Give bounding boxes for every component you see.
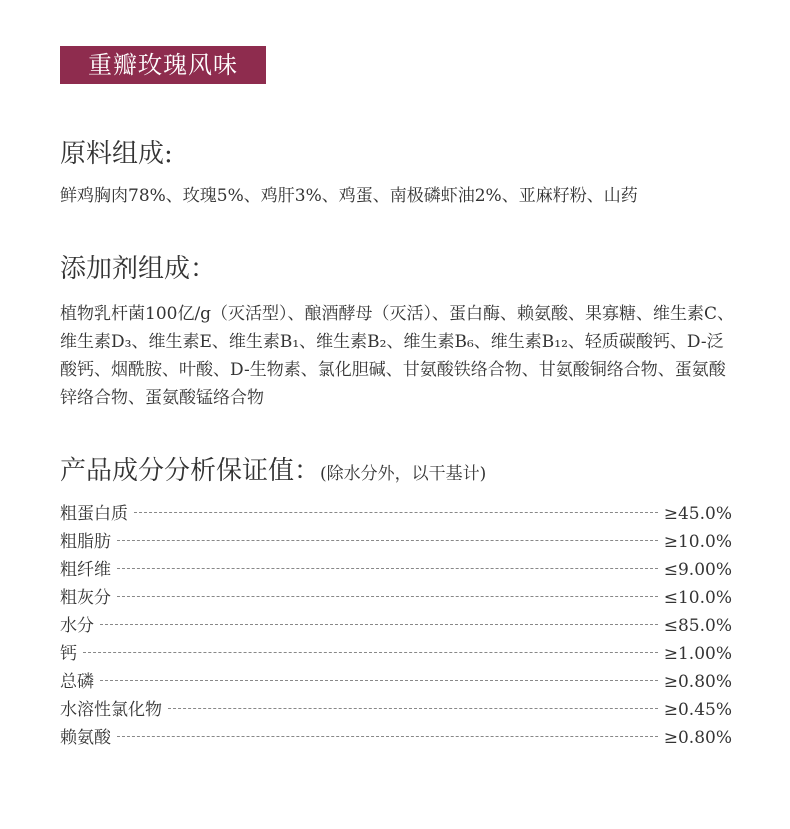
analysis-row-name: 总磷: [60, 672, 94, 692]
flavor-badge: 重瓣玫瑰风味: [60, 46, 266, 84]
analysis-row-value: ≤9.00%: [663, 560, 732, 580]
analysis-row-name: 赖氨酸: [60, 728, 111, 748]
analysis-row-value: ≥10.0%: [663, 532, 732, 552]
dotted-leader: [134, 512, 658, 513]
analysis-row: [60, 612, 732, 640]
analysis-title: [60, 455, 486, 490]
analysis-row-name: 钙: [60, 644, 77, 664]
analysis-table: [60, 500, 732, 752]
dotted-leader: [117, 540, 658, 541]
analysis-row: [60, 584, 732, 612]
dotted-leader: [117, 596, 658, 597]
dotted-leader: [168, 708, 658, 709]
analysis-row: [60, 528, 732, 556]
analysis-row-value: ≤85.0%: [663, 616, 732, 636]
dotted-leader: [100, 624, 658, 625]
analysis-row: [60, 696, 732, 724]
analysis-row: [60, 556, 732, 584]
analysis-row: [60, 724, 732, 752]
analysis-row-value: ≥0.80%: [663, 728, 732, 748]
ingredients-text: 鲜鸡胸肉78%、玫瑰5%、鸡肝3%、鸡蛋、南极磷虾油2%、亚麻籽粉、山药: [60, 186, 638, 206]
ingredients-title: 原料组成:: [60, 139, 173, 169]
analysis-row-name: 粗脂肪: [60, 532, 111, 552]
analysis-row-name: 水分: [60, 616, 94, 636]
analysis-row: [60, 640, 732, 668]
analysis-row-value: ≤10.0%: [663, 588, 732, 608]
analysis-row-value: ≥0.45%: [663, 700, 732, 720]
dotted-leader: [117, 736, 658, 737]
additives-text: 植物乳杆菌100亿/g（灭活型）、酿酒酵母（灭活）、蛋白酶、赖氨酸、果寡糖、维生素C、维生素D₃、维生素E、维生素B₁、维生素B₂、维生素B₆、维生素B₁₂、轻质碳酸钙、D-泛酸钙、烟酰胺、叶酸、D-生物素、氯化胆碱、甘氨酸铁络合物、甘氨酸铜络合物、蛋氨酸锌络合物、蛋氨酸锰络合物: [60, 304, 735, 408]
dotted-leader: [83, 652, 658, 653]
analysis-row-name: 粗蛋白质: [60, 504, 128, 524]
analysis-row-name: 粗纤维: [60, 560, 111, 580]
analysis-row-value: ≥1.00%: [663, 644, 732, 664]
analysis-row-value: ≥45.0%: [663, 504, 732, 524]
analysis-row: [60, 500, 732, 528]
analysis-row: [60, 668, 732, 696]
dotted-leader: [117, 568, 658, 569]
analysis-row-name: 水溶性氯化物: [60, 700, 162, 720]
analysis-note: (除水分外，以干基计): [320, 464, 487, 484]
analysis-title-text: 产品成分分析保证值：: [60, 456, 321, 486]
dotted-leader: [100, 680, 658, 681]
additives-title: 添加剂组成：: [60, 254, 217, 284]
analysis-row-name: 粗灰分: [60, 588, 111, 608]
analysis-row-value: ≥0.80%: [663, 672, 732, 692]
